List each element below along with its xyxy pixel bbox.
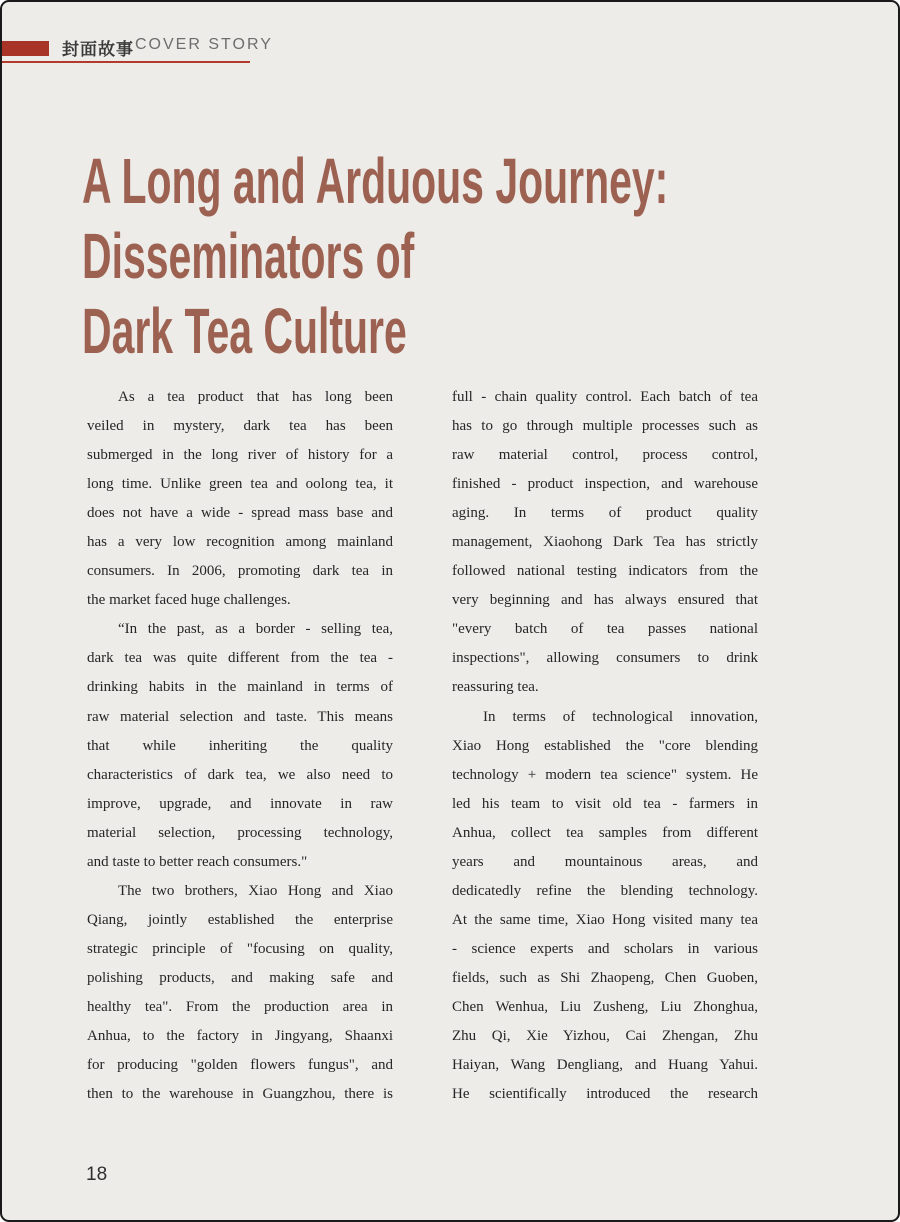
section-title-english: COVER STORY [135,36,273,53]
article-title-line-2: Disseminators of [82,220,415,292]
text-line: followed national testing indicators from the [452,563,758,580]
text-line: dedicatedly refine the blending technology. [452,882,758,899]
text-line: that while inheriting the quality [87,737,393,754]
text-line: for producing "golden flowers fungus", and [87,1057,393,1074]
text-line: Xiao Hong established the "core blending [452,737,758,754]
text-line: and taste to better reach consumers." [87,853,308,870]
text-line: "every batch of tea passes national [452,621,758,638]
text-line: does not have a wide - spread mass base and [87,505,393,522]
text-line: led his team to visit old tea - farmers in [452,795,758,812]
text-line: has a very low recognition among mainland [87,534,393,551]
text-line: veiled in mystery, dark tea has been [87,418,393,435]
article-body [87,383,759,1109]
text-line: finished - product inspection, and warehouse [452,476,758,493]
text-line: - science experts and scholars in various [452,940,758,957]
text-line: As a tea product that has long been [118,389,393,405]
text-line: submerged in the long river of history for a [87,447,393,464]
text-line: consumers. In 2006, promoting dark tea in [87,563,393,580]
text-column-right [452,383,758,1109]
article-title-line-1: A Long and Arduous Journey: [82,145,669,217]
text-line: drinking habits in the mainland in terms of [87,679,393,696]
text-line: In terms of technological innovation, [483,708,758,725]
header-rule [2,61,250,63]
text-line: Chen Wenhua, Liu Zusheng, Liu Zhonghua, [452,998,758,1015]
text-line: characteristics of dark tea, we also need to [87,766,393,783]
text-line: He scientifically introduced the research [452,1086,758,1103]
page-number: 18 [86,1164,108,1185]
text-line: polishing products, and making safe and [87,969,393,986]
text-line: strategic principle of "focusing on quality, [87,940,393,957]
text-line: Qiang, jointly established the enterprise [87,911,393,928]
text-line: raw material selection and taste. This means [87,708,393,725]
header-red-bar [2,41,49,56]
text-line: technology + modern tea science" system. He [452,766,758,783]
text-line: Anhua, collect tea samples from different [452,824,758,841]
section-title-chinese: 封面故事 [62,40,134,59]
text-line: At the same time, Xiao Hong visited many tea [452,911,758,928]
article-title-line-3: Dark Tea Culture [82,295,407,367]
text-line: material selection, processing technology, [87,824,393,841]
text-line: The two brothers, Xiao Hong and Xiao [118,882,393,899]
text-line: management, Xiaohong Dark Tea has strictly [452,534,758,551]
text-line: Haiyan, Wang Dengliang, and Huang Yahui. [452,1057,758,1074]
text-line: full - chain quality control. Each batch of tea [452,389,758,405]
text-line: healthy tea". From the production area in [87,998,393,1015]
text-line: has to go through multiple processes such as [452,418,758,435]
article-title [82,144,668,369]
text-line: raw material control, process control, [452,447,758,464]
text-line: long time. Unlike green tea and oolong tea, it [87,476,393,493]
text-line: “In the past, as a border - selling tea, [118,621,393,638]
text-line: improve, upgrade, and innovate in raw [87,795,393,812]
text-line: Anhua, to the factory in Jingyang, Shaanxi [87,1028,393,1045]
text-line: dark tea was quite different from the tea - [87,650,393,667]
text-line: then to the warehouse in Guangzhou, there is [87,1086,393,1103]
text-line: the market faced huge challenges. [87,592,291,609]
text-line: years and mountainous areas, and [452,853,758,870]
text-line: inspections", allowing consumers to drink [452,650,758,667]
text-line: Zhu Qi, Xie Yizhou, Cai Zhengan, Zhu [452,1028,758,1045]
text-line: fields, such as Shi Zhaopeng, Chen Guoben, [452,969,758,986]
text-line: reassuring tea. [452,679,539,696]
text-line: very beginning and has always ensured that [452,592,758,609]
text-line: aging. In terms of product quality [452,505,758,522]
text-column-left [87,383,393,1109]
